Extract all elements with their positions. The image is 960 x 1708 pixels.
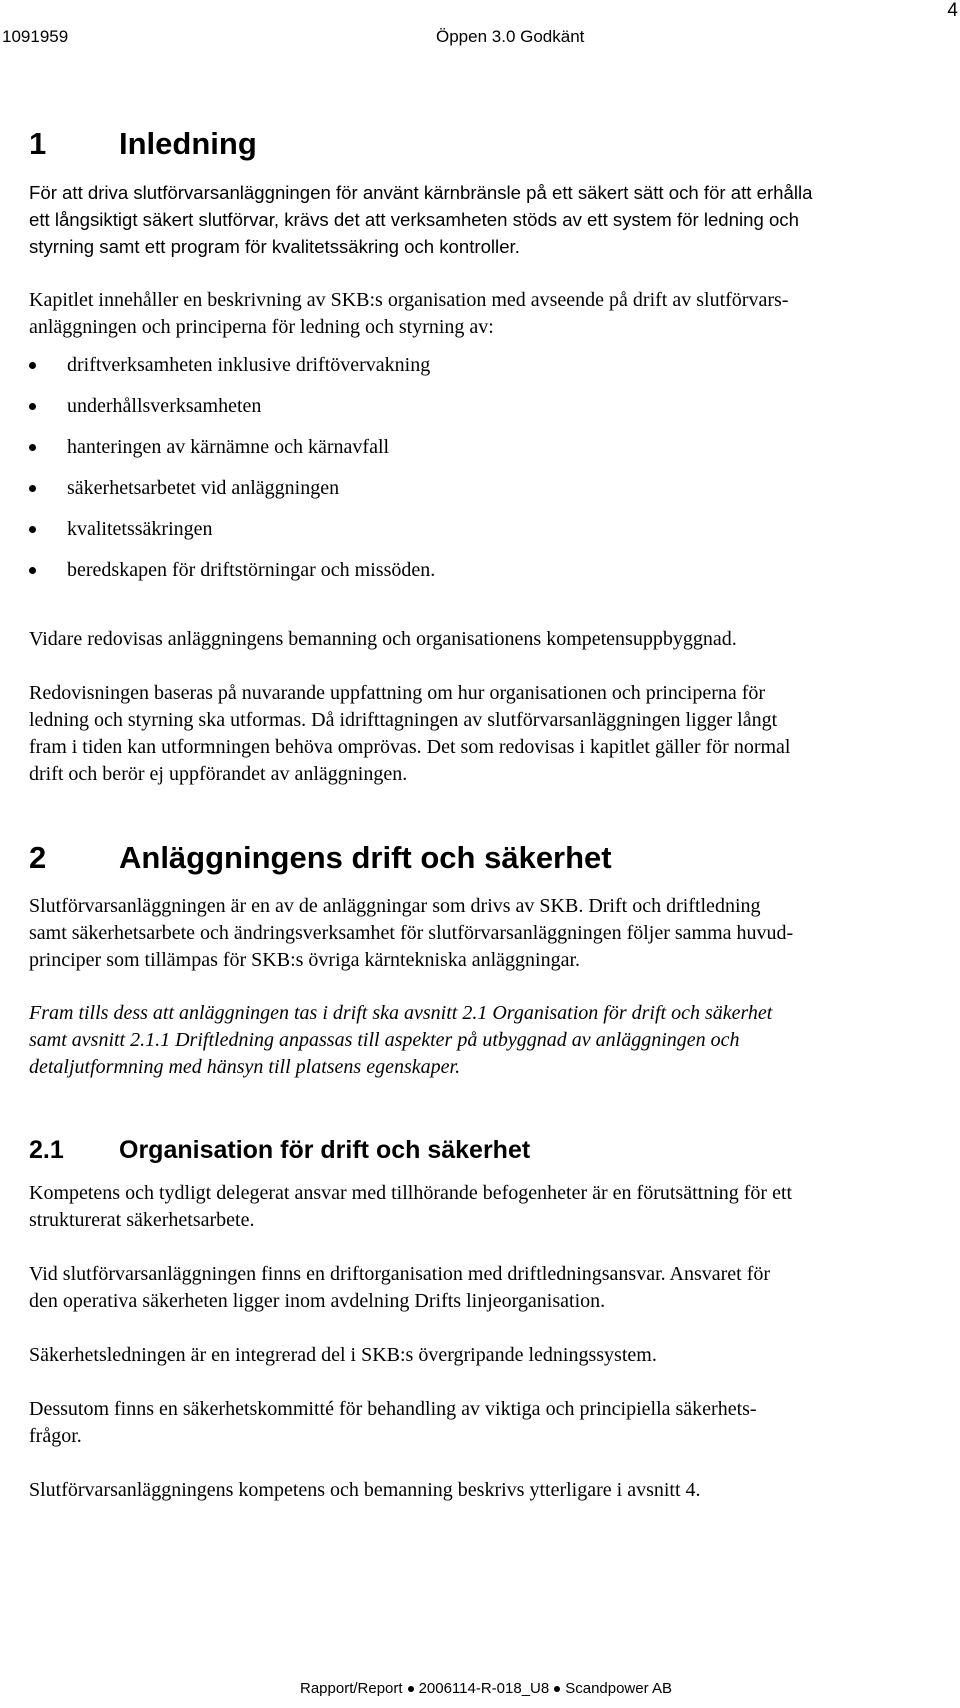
text-line: Kompetens och tydligt delegerat ansvar med tillhörande befogenheter är en förutsättning för ett — [29, 1182, 793, 1204]
list-item: driftverksamheten inklusive driftövervakning — [29, 352, 435, 393]
section-title: Organisation för drift och säkerhet — [119, 1136, 531, 1164]
chapter-content-paragraph — [29, 287, 934, 341]
bullet-icon — [29, 403, 36, 410]
bullet-icon — [29, 444, 36, 451]
bullet-icon — [29, 485, 36, 492]
topics-bullet-list — [29, 352, 435, 598]
safety-committee-paragraph — [29, 1396, 934, 1450]
section-2-1-heading — [29, 1136, 530, 1165]
text-line: anläggningen och principerna för ledning och styrning av: — [29, 316, 494, 338]
operations-organisation-paragraph — [29, 1261, 934, 1315]
page-number: 4 — [947, 0, 958, 21]
text-line: drift och berör ej uppförandet av anläggningen. — [29, 763, 408, 785]
text-line: styrning samt ett program för kvalitetssäkring och kontroller. — [29, 236, 520, 257]
list-item: underhållsverksamheten — [29, 393, 435, 434]
text-line: fram i tiden kan utformningen behöva omprövas. Det som redovisas i kapitlet gäller för normal — [29, 736, 791, 758]
text-line: För att driva slutförvarsanläggningen för använt kärnbränsle på ett säkert sätt och för att erhålla — [29, 182, 813, 203]
basis-paragraph — [29, 680, 934, 788]
bullet-separator-icon — [408, 1686, 414, 1692]
text-line: samt säkerhetsarbete och ändringsverksamhet för slutförvarsanläggningen följer samma huvud- — [29, 922, 794, 944]
staffing-reference-paragraph — [29, 1477, 934, 1504]
text-line: den operativa säkerheten ligger inom avdelning Drifts linjeorganisation. — [29, 1290, 606, 1312]
footer-report-number: 2006114-R-018_U8 — [418, 1680, 550, 1697]
text-line: Slutförvarsanläggningen är en av de anläggningar som drivs av SKB. Drift och driftledning — [29, 895, 761, 917]
text-line: Dessutom finns en säkerhetskommitté för behandling av viktiga och principiella säkerhets- — [29, 1398, 757, 1420]
staffing-paragraph — [29, 626, 934, 653]
section-number: 1 — [29, 126, 47, 161]
text-line: samt avsnitt 2.1.1 Driftledning anpassas till aspekter på utbyggnad av anläggningen och — [29, 1029, 740, 1051]
footer-report-label: Rapport/Report — [300, 1680, 403, 1697]
text-line: Säkerhetsledningen är en integrerad del i SKB:s övergripande ledningssystem. — [29, 1344, 657, 1366]
text-line: Redovisningen baseras på nuvarande uppfattning om hur organisationen och principerna för — [29, 682, 766, 704]
section-2-heading — [29, 840, 612, 876]
section-2-note — [29, 1000, 934, 1081]
section-number: 2.1 — [29, 1136, 64, 1164]
text-line: ledning och styrning ska utformas. Då idrifttagningen av slutförvarsanläggningen ligger långt — [29, 709, 778, 731]
bullet-icon — [29, 567, 36, 574]
list-item: hanteringen av kärnämne och kärnavfall — [29, 434, 435, 475]
bullet-icon — [29, 526, 36, 533]
bullet-icon — [29, 362, 36, 369]
text-line: Kapitlet innehåller en beskrivning av SKB:s organisation med avseende på drift av slutförvars- — [29, 289, 789, 311]
text-line: Fram tills dess att anläggningen tas i drift ska avsnitt 2.1 Organisation för drift och säkerhet — [29, 1002, 773, 1024]
list-item: beredskapen för driftstörningar och missöden. — [29, 557, 435, 598]
section-title: Inledning — [119, 126, 257, 161]
page-footer — [300, 1680, 672, 1697]
section-number: 2 — [29, 840, 47, 875]
bullet-separator-icon — [554, 1686, 560, 1692]
text-line: Vid slutförvarsanläggningen finns en driftorganisation med driftledningsansvar. Ansvaret för — [29, 1263, 771, 1285]
list-item: kvalitetssäkringen — [29, 516, 435, 557]
section-title: Anläggningens drift och säkerhet — [119, 840, 612, 875]
section-2-paragraph — [29, 893, 934, 974]
text-line: detaljutformning med hänsyn till platsens egenskaper. — [29, 1056, 461, 1078]
text-line: principer som tillämpas för SKB:s övriga kärntekniska anläggningar. — [29, 949, 580, 971]
text-line: ett långsiktigt säkert slutförvar, krävs det att verksamheten stöds av ett system för ledning och — [29, 209, 799, 230]
footer-company: Scandpower AB — [565, 1680, 672, 1697]
list-item: säkerhetsarbetet vid anläggningen — [29, 475, 435, 516]
competence-paragraph — [29, 1180, 934, 1234]
document-status: Öppen 3.0 Godkänt — [436, 27, 585, 46]
safety-management-paragraph — [29, 1342, 934, 1369]
intro-paragraph — [29, 179, 934, 260]
text-line: Vidare redovisas anläggningens bemanning och organisationens kompetensuppbyggnad. — [29, 628, 737, 650]
text-line: frågor. — [29, 1425, 82, 1447]
text-line: strukturerat säkerhetsarbete. — [29, 1209, 255, 1231]
section-1-heading — [29, 126, 257, 162]
document-id: 1091959 — [2, 27, 69, 46]
text-line: Slutförvarsanläggningens kompetens och bemanning beskrivs ytterligare i avsnitt 4. — [29, 1479, 701, 1501]
